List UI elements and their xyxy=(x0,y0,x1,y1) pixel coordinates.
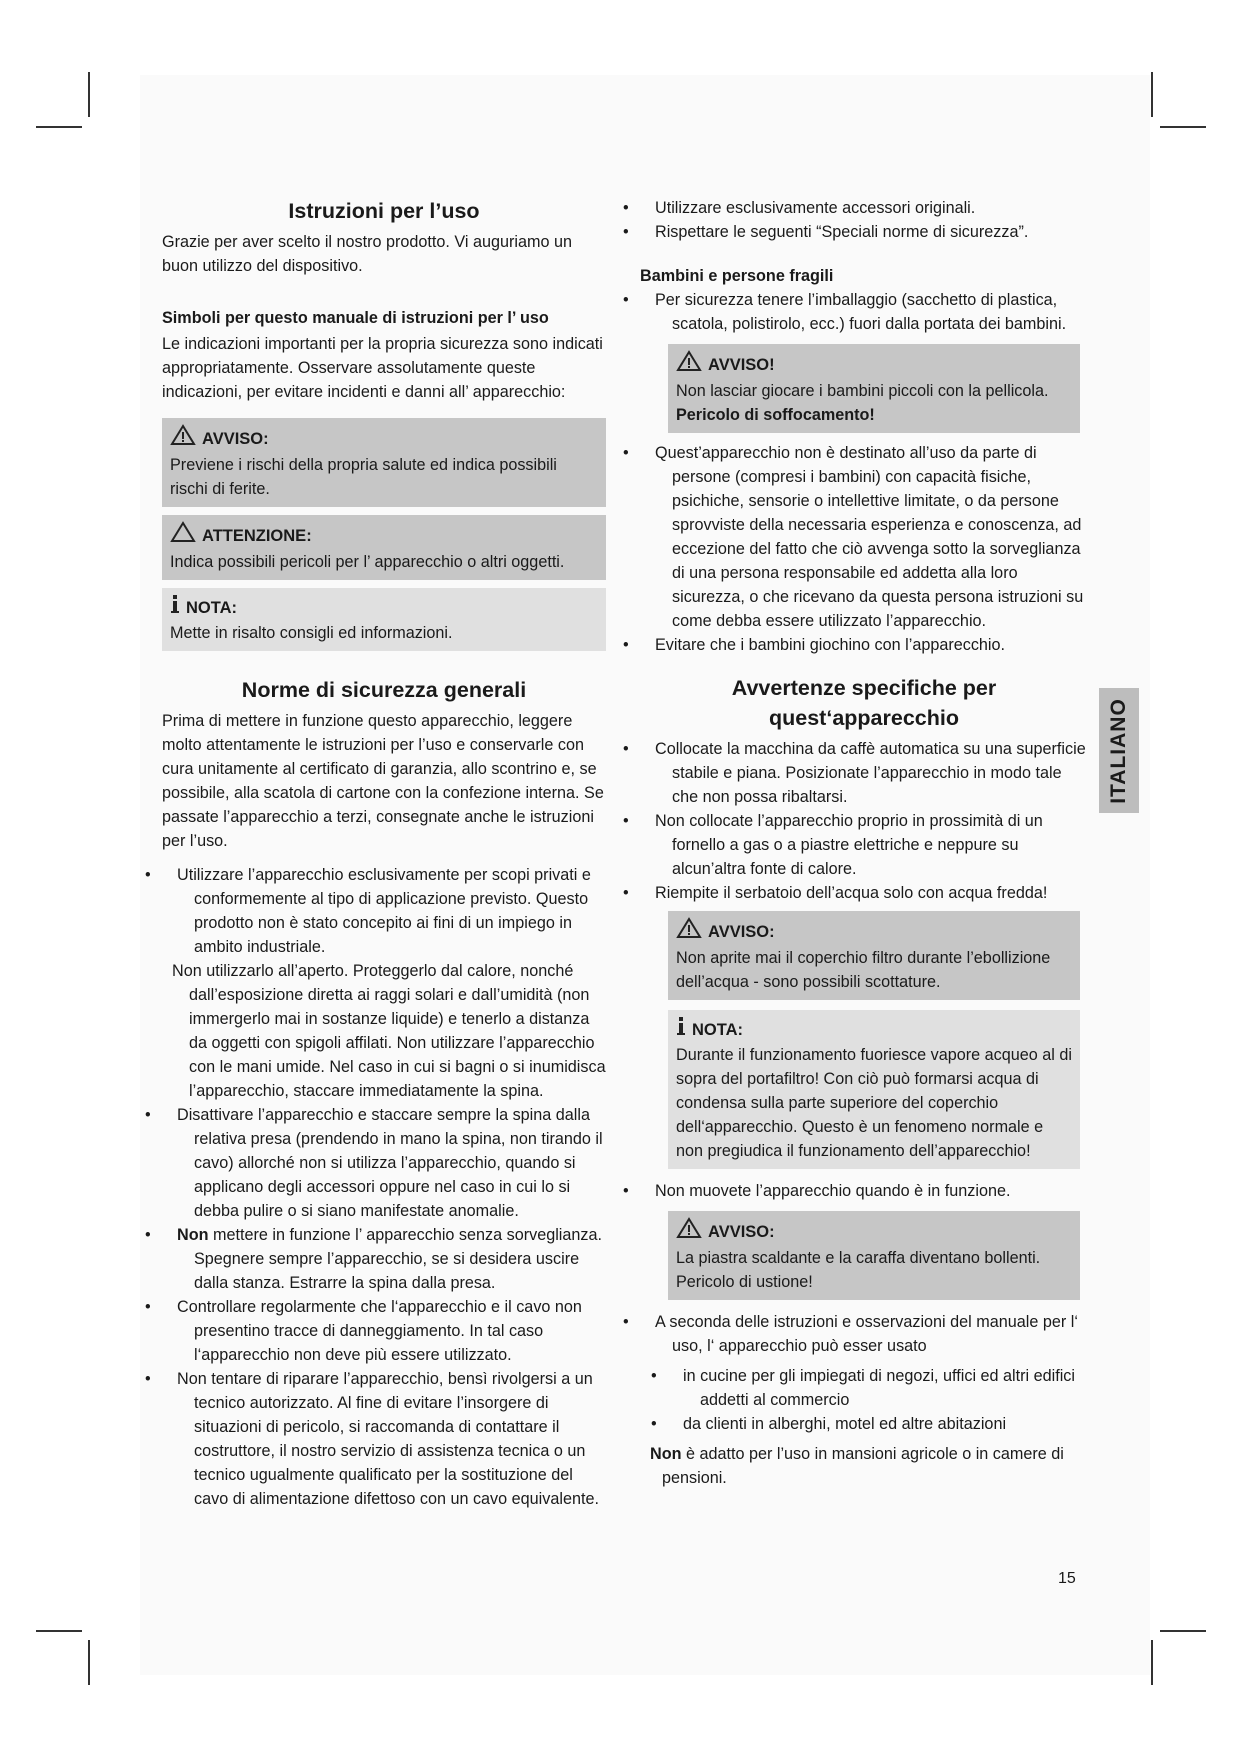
operation-list xyxy=(640,1179,1088,1203)
warning-triangle-icon xyxy=(170,424,196,453)
section-title-general-safety: Norme di sicurezza generali xyxy=(241,678,527,702)
list-item: • Quest’apparecchio non è destinato all’uso da parte di persone (compresi i bambini) con capacità fisiche, psichiche, sensorie o intellettive limitate, o da persone sprovviste della necessaria esperienza e conoscenza, ad eccezione del fatto che ciò avvenga sotto la sorveglianza di una persona responsabile ed addetta alla loro sicurezza, o che ricevano da questa persona istruzioni su come debba essere utilizzato l’apparecchio. xyxy=(640,441,1088,633)
scald-warning-box xyxy=(668,911,1080,1000)
list-item: • Rispettare le seguenti “Speciali norme di sicurezza”. xyxy=(640,220,1088,244)
list-item: • Controllare regolarmente che l‘apparecchio e il cavo non presentino tracce di danneggiamento. In tal caso l‘apparecchio non deve più essere utilizzato. xyxy=(162,1295,606,1367)
note-box-title: NOTA: xyxy=(186,598,238,617)
symbols-text: Le indicazioni importanti per la propria sicurezza sono indicati appropriatamente. Osservare assolutamente queste indicazioni, per evitare incidenti e danni all’ apparecchio: xyxy=(162,335,603,401)
bold-not: Non xyxy=(177,1226,209,1244)
note-box xyxy=(162,588,606,651)
list-item: • in cucine per gli impiegati di negozi, uffici ed altri edifici addetti al commercio xyxy=(668,1364,1088,1412)
list-item: • da clienti in alberghi, motel ed altre abitazioni xyxy=(668,1412,1088,1436)
children-heading: Bambini e persone fragili xyxy=(640,267,834,285)
list-item: • Non tentare di riparare l’apparecchio, bensì rivolgersi a un tecnico autorizzato. Al fine di evitare l’insorgere di situazioni di pericolo, si raccomanda di contattare il costruttore, il nostro servizio di assistenza tecnica o un tecnico ugualmente qualificato per la sostituzione del cavo di alimentazione difettoso con un cavo equivalente. xyxy=(162,1367,606,1511)
intro-text: Grazie per aver scelto il nostro prodotto. Vi auguriamo un buon utilizzo del dispositivo. xyxy=(162,233,572,275)
list-item: • Per sicurezza tenere l’imballaggio (sacchetto di plastica, scatola, polistirolo, ecc.) fuori dalla portata dei bambini. xyxy=(640,288,1088,336)
final-note-text: è adatto per l’uso in mansioni agricole o in camere di pensioni. xyxy=(662,1445,1064,1487)
list-item xyxy=(162,1223,606,1295)
crop-mark xyxy=(1151,1640,1153,1685)
persons-list xyxy=(640,441,1088,657)
warning-box-text: Previene i rischi della propria salute ed indica possibili rischi di ferite. xyxy=(170,456,557,498)
crop-mark xyxy=(1160,1630,1206,1632)
caution-box-text: Indica possibili pericoli per l’ apparecchio o altri oggetti. xyxy=(170,553,565,571)
list-item: • Disattivare l’apparecchio e staccare sempre la spina dalla relativa presa (prendendo in mano la spina, non tirando il cavo) allorché non si utilizza l’apparecchio, quando si applicano degli accessori oppure nel caso in cui lo si debba pulire o si siano manifestate anomalie. xyxy=(162,1103,606,1223)
language-tab-label: ITALIANO xyxy=(1107,697,1131,804)
warning-box xyxy=(162,418,606,507)
list-item: • Collocate la macchina da caffè automatica su una superficie stabile e piana. Posizionate l’apparecchio in modo tale che non possa ribaltarsi. xyxy=(640,737,1088,809)
note-box-text: Mette in risalto consigli ed informazioni. xyxy=(170,624,453,642)
general-safety-intro: Prima di mettere in funzione questo apparecchio, leggere molto attentamente le istruzioni per l’uso e conservarle con cura unitamente al certificato di garanzia, allo scontrino e, se possibile, alla scatola di cartone con la confezione interna. Se passate l’apparecchio a terzi, consegnate anche le istruzioni per l’uso. xyxy=(162,712,604,850)
caution-triangle-icon xyxy=(170,521,196,550)
warning-triangle-icon xyxy=(676,917,702,946)
right-column xyxy=(640,196,1088,1490)
warning-triangle-icon xyxy=(676,1217,702,1246)
list-item: • Non muovete l’apparecchio quando è in funzione. xyxy=(640,1179,1088,1203)
list-item: • Utilizzare esclusivamente accessori originali. xyxy=(640,196,1088,220)
crop-mark xyxy=(88,1640,90,1685)
crop-mark xyxy=(1151,72,1153,117)
list-item: • Riempite il serbatoio dell’acqua solo con acqua fredda! xyxy=(640,881,1088,905)
suffocation-box-title: AVVISO! xyxy=(708,355,775,374)
info-icon xyxy=(170,594,180,621)
steam-note-title: NOTA: xyxy=(692,1020,744,1039)
general-safety-list-2 xyxy=(162,1103,606,1511)
general-safety-list xyxy=(162,863,606,959)
burn-box-title: AVVISO: xyxy=(708,1222,775,1241)
suffocation-box-text: Non lasciar giocare i bambini piccoli con la pellicola. xyxy=(676,382,1049,400)
info-icon xyxy=(676,1016,686,1043)
page-number: 15 xyxy=(1058,1570,1076,1587)
crop-mark xyxy=(88,72,90,117)
list-item: • Evitare che i bambini giochino con l’apparecchio. xyxy=(640,633,1088,657)
suffocation-warning-box xyxy=(668,344,1080,433)
caution-box-title: ATTENZIONE: xyxy=(202,526,312,545)
section-title-specific-warnings: Avvertenze specifiche per quest‘apparecchio xyxy=(731,676,997,730)
steam-note-text: Durante il funzionamento fuoriesce vapore acqueo al di sopra del portafiltro! Con ciò può formarsi acqua di condensa sulla parte superiore del coperchio dell‘apparecchio. Questo è un fenomeno normale e non pregiudica il funzionamento dell’apparecchio! xyxy=(676,1046,1072,1160)
left-column xyxy=(162,196,606,1511)
list-item: • A seconda delle istruzioni e osservazioni del manuale per l‘ uso, l‘ apparecchio può esser usato xyxy=(640,1310,1088,1358)
crop-mark xyxy=(36,1630,82,1632)
burn-box-text: La piastra scaldante e la caraffa diventano bollenti. Pericolo di ustione! xyxy=(676,1249,1041,1291)
crop-mark xyxy=(1160,126,1206,128)
page-title: Istruzioni per l’uso xyxy=(288,199,480,223)
list-item-text: mettere in funzione l’ apparecchio senza sorveglianza. Spegnere sempre l’apparecchio, se si desidera uscire dalla stanza. Estrarre la spina dalla presa. xyxy=(194,1226,602,1292)
list-item: • Utilizzare l’apparecchio esclusivamente per scopi privati e conformemente al tipo di applicazione previsto. Questo prodotto non è stato concepito ai fini di un impiego in ambito industriale. xyxy=(162,863,606,959)
bold-not: Non xyxy=(650,1445,682,1463)
scald-box-title: AVVISO: xyxy=(708,922,775,941)
crop-mark xyxy=(36,126,82,128)
language-tab xyxy=(1099,688,1139,813)
symbols-heading: Simboli per questo manuale di istruzioni per l’ uso xyxy=(162,309,549,327)
accessories-list xyxy=(640,196,1088,244)
burn-warning-box xyxy=(668,1211,1080,1300)
list-item: • Non collocate l’apparecchio proprio in prossimità di un fornello a gas o a piastre elettriche e neppure su alcun’altra fonte di calore. xyxy=(640,809,1088,881)
scald-box-text: Non aprite mai il coperchio filtro durante l’ebollizione dell’acqua - sono possibili scottature. xyxy=(676,949,1051,991)
steam-note-box xyxy=(668,1010,1080,1169)
children-list xyxy=(640,288,1088,336)
suffocation-box-bold: Pericolo di soffocamento! xyxy=(676,406,875,424)
warning-triangle-icon xyxy=(676,350,702,379)
usage-list xyxy=(640,1310,1088,1358)
usage-sublist xyxy=(640,1364,1088,1436)
caution-box xyxy=(162,515,606,580)
outdoor-paragraph: Non utilizzarlo all’aperto. Proteggerlo dal calore, nonché dall’esposizione diretta ai raggi solari e dall’umidità (non immergerlo mai in sostanze liquide) e tenerlo a distanza da oggetti con spigoli affilati. Non utilizzare l’apparecchio con le mani umide. Nel caso in cui si bagni o si inumidisca l’apparecchio, staccare immediatamente la spina. xyxy=(172,962,606,1100)
final-note xyxy=(640,1442,1088,1490)
specific-warnings-list xyxy=(640,737,1088,905)
warning-box-title: AVVISO: xyxy=(202,429,269,448)
